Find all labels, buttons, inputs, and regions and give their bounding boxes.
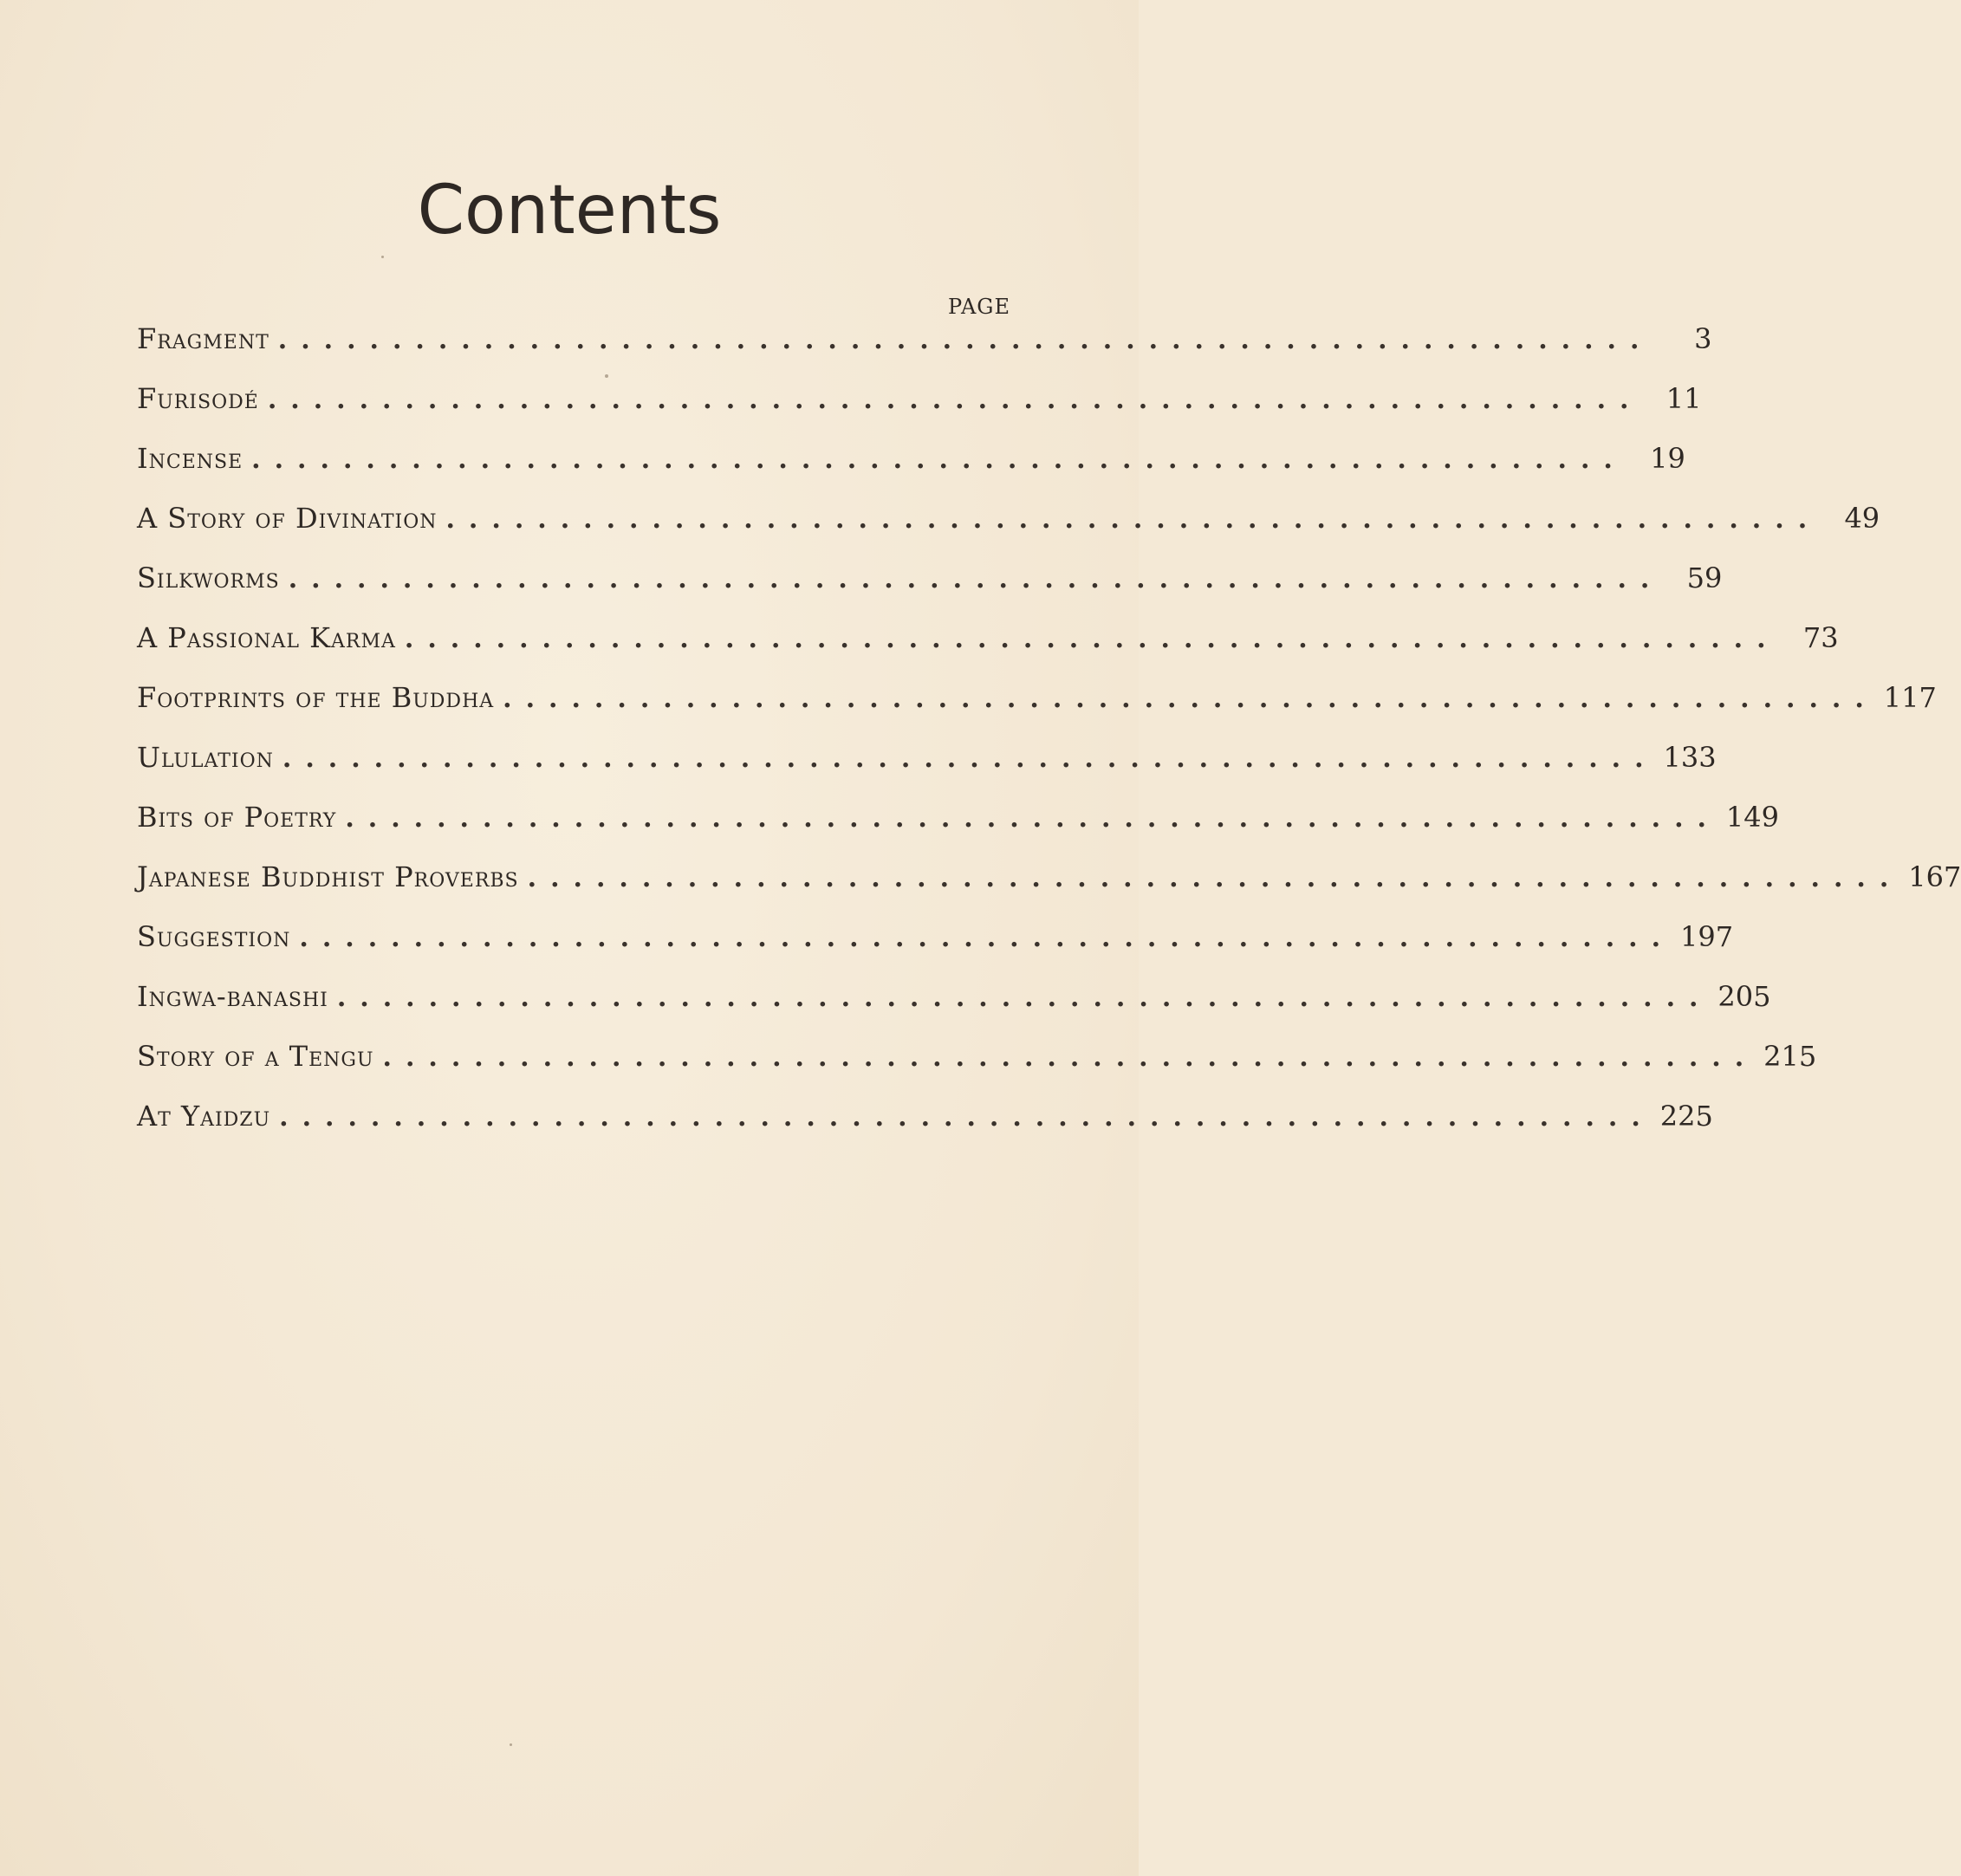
toc-entry-page: 49 [1844,502,1880,535]
toc-entry-title: Silkworms [137,562,280,594]
toc-entry-title: At Yaidzu [137,1100,271,1133]
toc-entry-title: Suggestion [137,920,291,953]
toc-entry[interactable] [137,621,1839,681]
dot-leader: ............................................................ [251,445,1627,475]
toc-entry[interactable] [137,442,1685,502]
page-column-label: PAGE [948,295,1010,319]
paper-speck [510,1743,512,1746]
toc-entry[interactable] [137,502,1880,562]
toc-entry-page: 73 [1802,621,1839,654]
dot-leader: ............................................................ [336,983,1712,1013]
dot-leader: ............................................................ [279,1102,1654,1133]
toc-entry-page: 149 [1725,801,1779,834]
toc-entry-page: 11 [1666,382,1702,415]
toc-entry-page: 19 [1650,442,1685,475]
toc-entry[interactable] [137,860,1961,920]
toc-entry[interactable] [137,562,1723,621]
table-of-contents [137,322,1961,1159]
toc-entry[interactable] [137,1100,1713,1159]
dot-leader: ............................................................ [404,624,1780,654]
dot-leader: ............................................................ [345,803,1720,834]
dot-leader: ............................................................ [267,385,1643,415]
page-title: Contents [417,172,722,250]
toc-entry-title: Story of a Tengu [137,1040,374,1073]
toc-entry-title: Incense [137,442,244,475]
toc-entry-page: 3 [1694,322,1712,355]
toc-entry-page: 215 [1763,1040,1817,1073]
toc-entry-title: A Story of Divination [137,502,438,535]
dot-leader: ............................................................ [299,923,1675,953]
dot-leader: ............................................................ [282,743,1658,774]
toc-entry[interactable] [137,920,1734,980]
toc-entry[interactable] [137,741,1717,801]
toc-entry-title: A Passional Karma [137,621,396,654]
toc-entry-title: Bits of Poetry [137,801,337,834]
toc-entry[interactable] [137,801,1779,860]
toc-entry[interactable] [137,382,1702,442]
paper-speck [605,374,608,378]
toc-entry-page: 133 [1663,741,1717,774]
toc-entry-page: 197 [1680,920,1734,953]
toc-entry-page: 167 [1908,860,1961,893]
toc-entry[interactable] [137,1040,1817,1100]
toc-entry-title: Footprints of the Buddha [137,681,495,714]
paper-speck [381,256,384,258]
toc-entry-title: Furisodé [137,382,259,415]
toc-entry[interactable] [137,980,1771,1040]
toc-entry-title: Ingwa-banashi [137,980,328,1013]
dot-leader: ............................................................ [445,504,1821,535]
toc-entry-page: 117 [1883,681,1937,714]
dot-leader: ............................................................ [277,325,1653,355]
toc-entry[interactable] [137,322,1712,382]
toc-entry-page: 59 [1686,562,1723,594]
toc-entry-title: Japanese Buddhist Proverbs [137,860,519,893]
dot-leader: ............................................................ [503,684,1878,714]
toc-entry-page: 205 [1717,980,1771,1013]
toc-entry-title: Ululation [137,741,274,774]
dot-leader: ............................................................ [527,863,1903,893]
toc-entry-page: 225 [1659,1100,1713,1133]
dot-leader: ............................................................ [382,1042,1758,1073]
dot-leader: ............................................................ [288,564,1664,594]
toc-entry-title: Fragment [137,322,269,355]
toc-entry[interactable] [137,681,1937,741]
